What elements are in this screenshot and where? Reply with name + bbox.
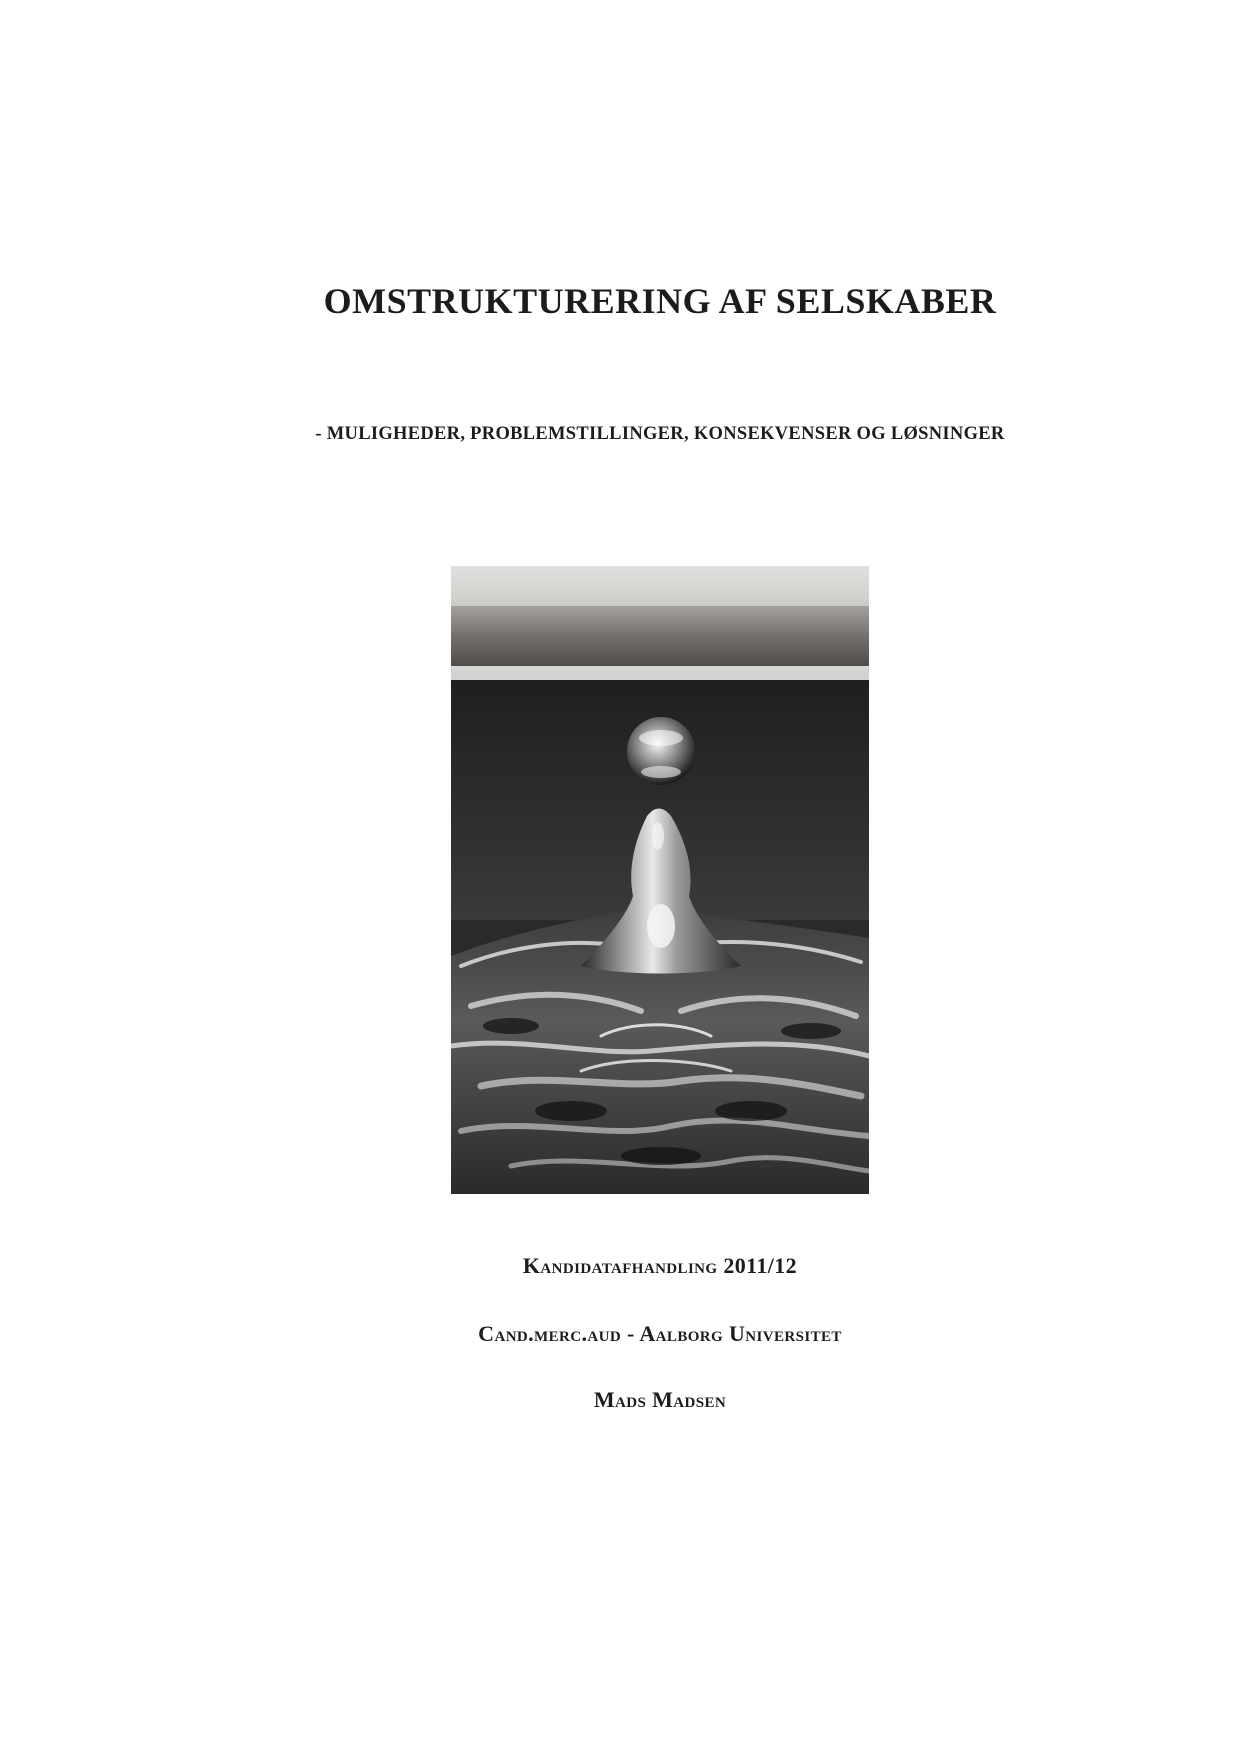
cover-photo [451,566,869,1194]
program-line: Cand.merc.aud - Aalborg Universitet [478,1321,842,1346]
author-name: Mads Madsen [593,1387,727,1412]
thesis-line: Kandidatafhandling 2011/12 [522,1253,798,1278]
document-title: OMSTRUKTURERING AF SELSKABER [323,281,997,321]
water-drop-splash-photo-icon [451,566,869,1194]
document-subtitle: - MULIGHEDER, PROBLEMSTILLINGER, KONSEKVENSER OG LØSNINGER [315,424,1005,444]
